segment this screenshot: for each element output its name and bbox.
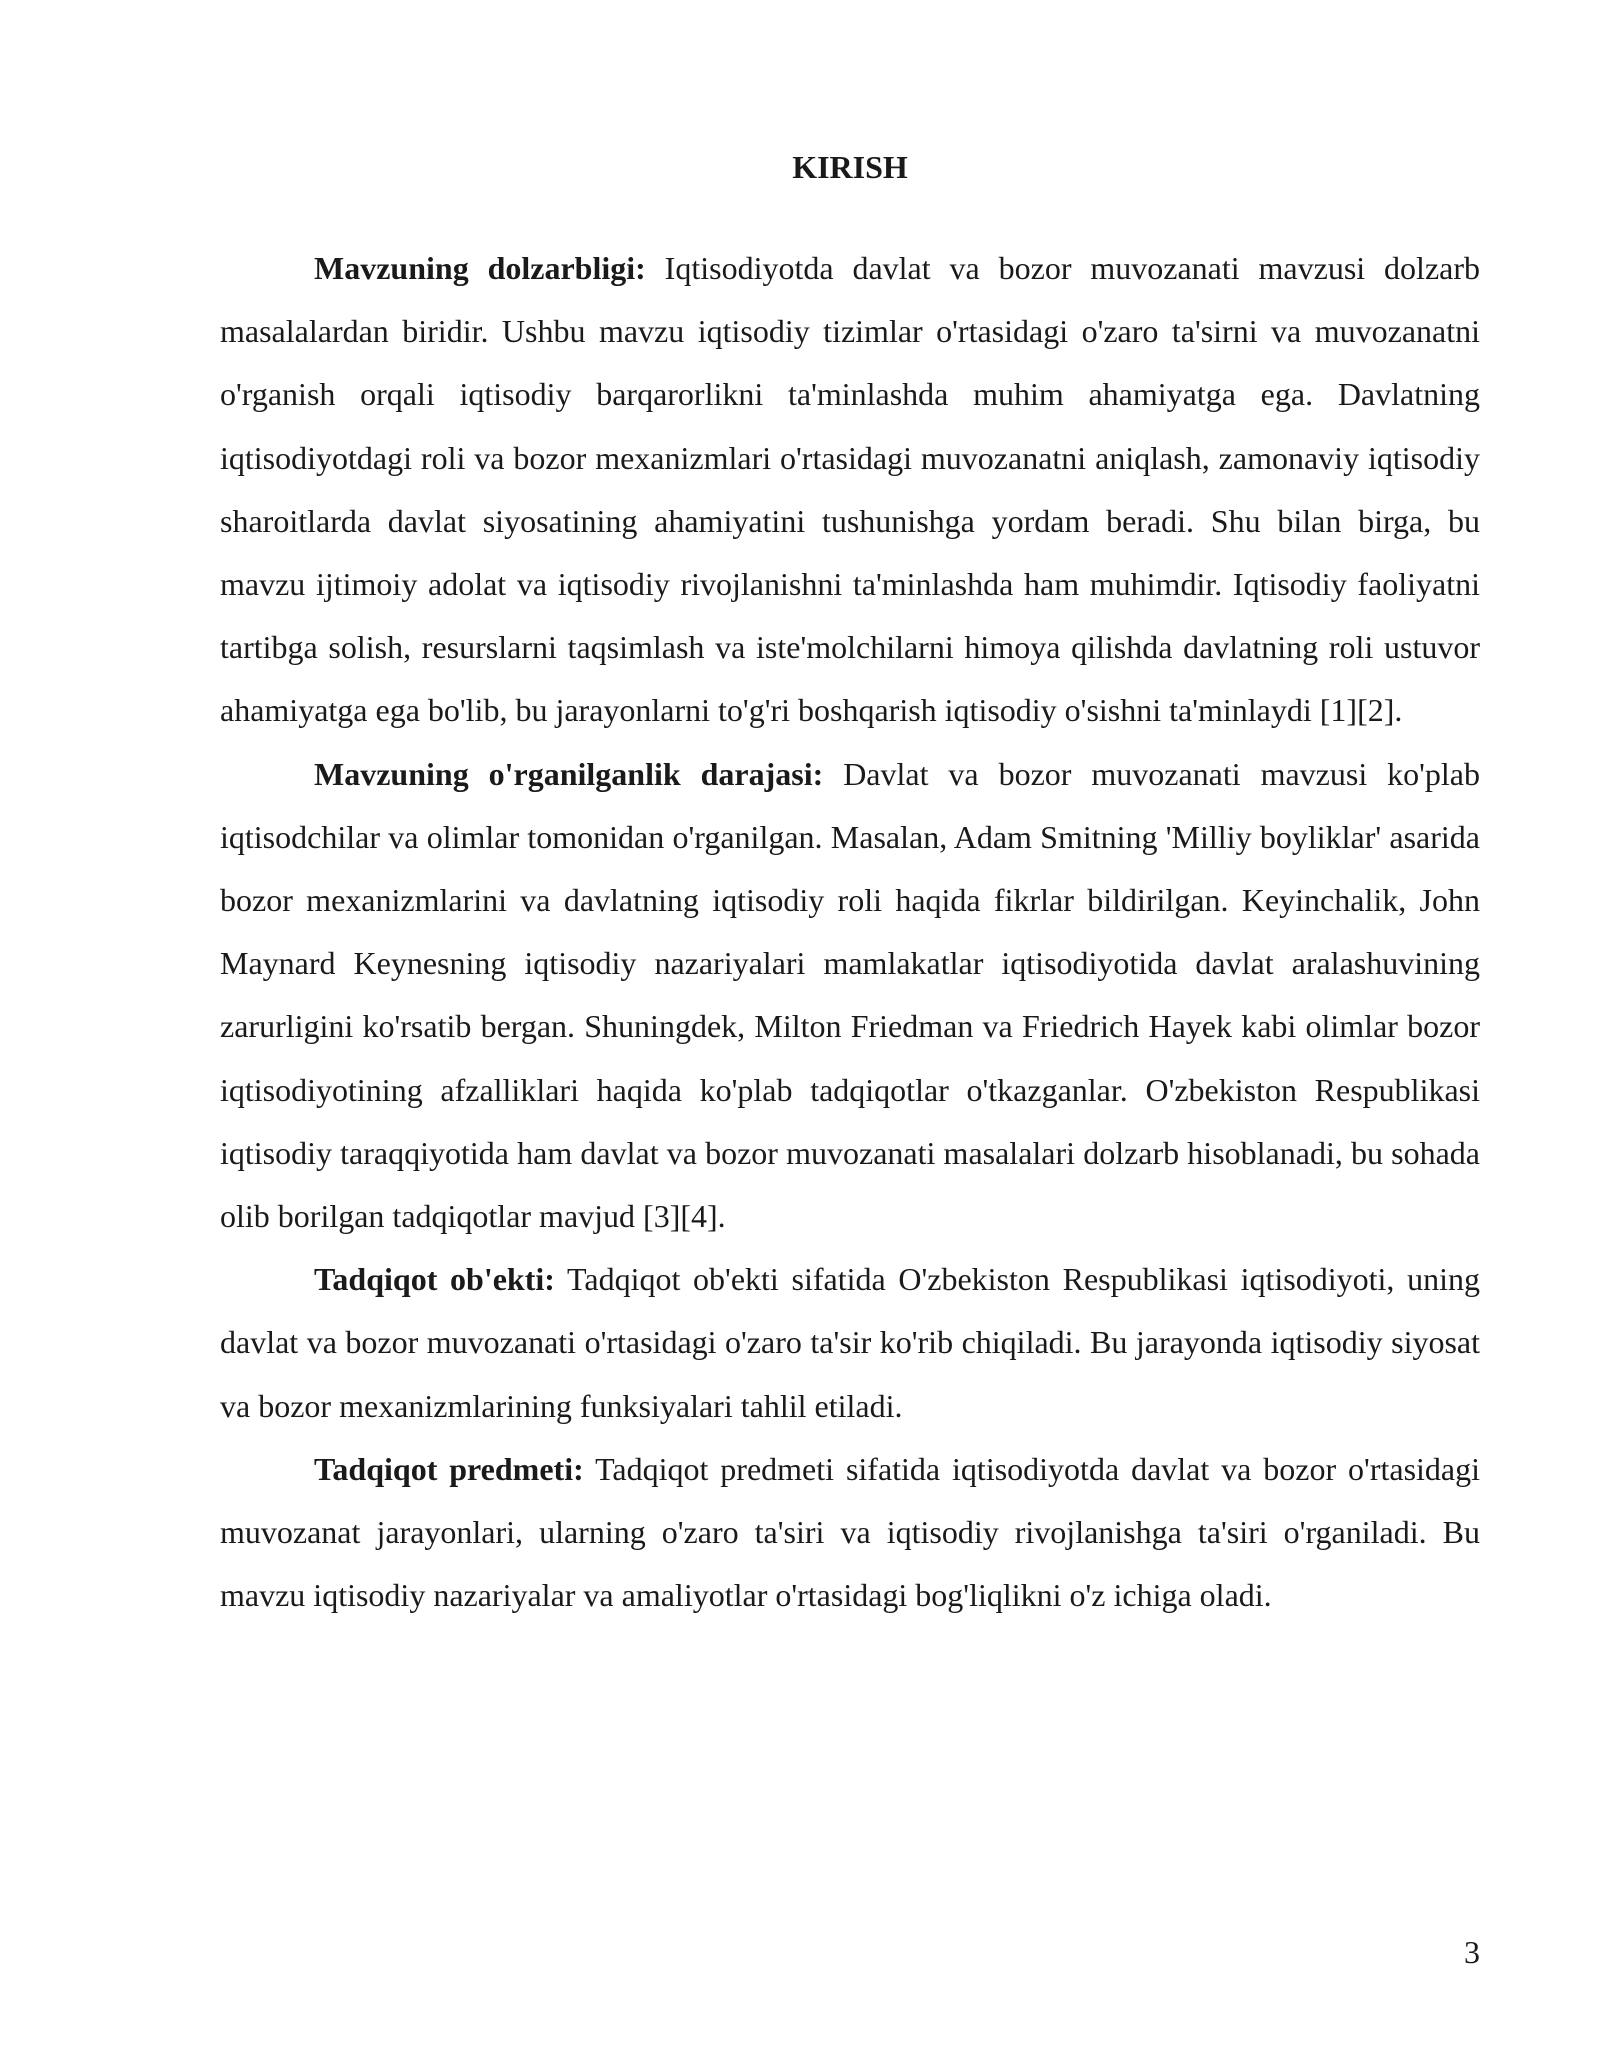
document-body — [220, 237, 1480, 1627]
paragraph-research-object — [220, 1248, 1480, 1438]
paragraph-text: Tadqiqot ob'ekti sifatida O'zbekiston Respublikasi iqtisodiyoti, uning davlat va bozor muvozanati o'rtasidagi o'zaro ta'sir ko'rib chiqiladi. Bu jarayonda iqtisodiy siyosat va bozor mexanizmlarining funksiyalari tahlil etiladi. — [220, 1261, 1481, 1424]
paragraph-research-subject — [220, 1438, 1480, 1628]
paragraph-study-level — [220, 743, 1480, 1249]
paragraph-relevance — [220, 237, 1480, 743]
paragraph-lead: Mavzuning dolzarbligi: — [314, 250, 646, 286]
page-number: 3 — [1464, 1934, 1480, 1970]
paragraph-lead: Tadqiqot ob'ekti: — [314, 1261, 555, 1298]
paragraph-text: Iqtisodiyotda davlat va bozor muvozanati mavzusi dolzarb masalalardan biridir. Ushbu mavzu iqtisodiy tizimlar o'rtasidagi o'zaro ta'sirni va muvozanatni o'rganish orqali iqtisodiy barqarorlikni ta'minlashda muhim ahamiyatga ega. Davlatning iqtisodiyotdagi roli va bozor mexanizmlari o'rtasidagi muvozanatni aniqlash, zamonaviy iqtisodiy sharoitlarda davlat siyosatining ahamiyatini tushunishga yordam beradi. Shu bilan birga, bu mavzu ijtimoiy adolat va iqtisodiy rivojlanishni ta'minlashda ham muhimdir. Iqtisodiy faoliyatni tartibga solish, resurslarni taqsimlash va iste'molchilarni himoya qilishda davlatning roli ustuvor ahamiyatga ega bo'lib, bu jarayonlarni to'g'ri boshqarish iqtisodiy o'sishni ta'minlaydi [1][2]. — [220, 250, 1481, 729]
paragraph-lead: Tadqiqot predmeti: — [314, 1450, 584, 1487]
paragraph-text: Davlat va bozor muvozanati mavzusi ko'plab iqtisodchilar va olimlar tomonidan o'rganilgan. Masalan, Adam Smitning 'Milliy boyliklar' asarida bozor mexanizmlarini va davlatning iqtisodiy roli haqida fikrlar bildirilgan. Keyinchalik, John Maynard Keynesning iqtisodiy nazariyalari mamlakatlar iqtisodiyotida davlat aralashuvining zarurligini ko'rsatib bergan. Shuningdek, Milton Friedman va Friedrich Hayek kabi olimlar bozor iqtisodiyotining afzalliklari haqida ko'plab tadqiqotlar o'tkazganlar. O'zbekiston Respublikasi iqtisodiy taraqqiyotida ham davlat va bozor muvozanati masalalari dolzarb hisoblanadi, bu sohada olib borilgan tadqiqotlar mavjud [3][4]. — [220, 755, 1481, 1235]
paragraph-lead: Mavzuning o'rganilganlik darajasi: — [314, 755, 824, 792]
paragraph-text: Tadqiqot predmeti sifatida iqtisodiyotda davlat va bozor o'rtasidagi muvozanat jarayonlari, ularning o'zaro ta'siri va iqtisodiy rivojlanishga ta'siri o'rganiladi. Bu mavzu iqtisodiy nazariyalar va amaliyotlar o'rtasidagi bog'liqlikni o'z ichiga oladi. — [220, 1450, 1481, 1614]
section-heading: KIRISH — [792, 149, 908, 185]
